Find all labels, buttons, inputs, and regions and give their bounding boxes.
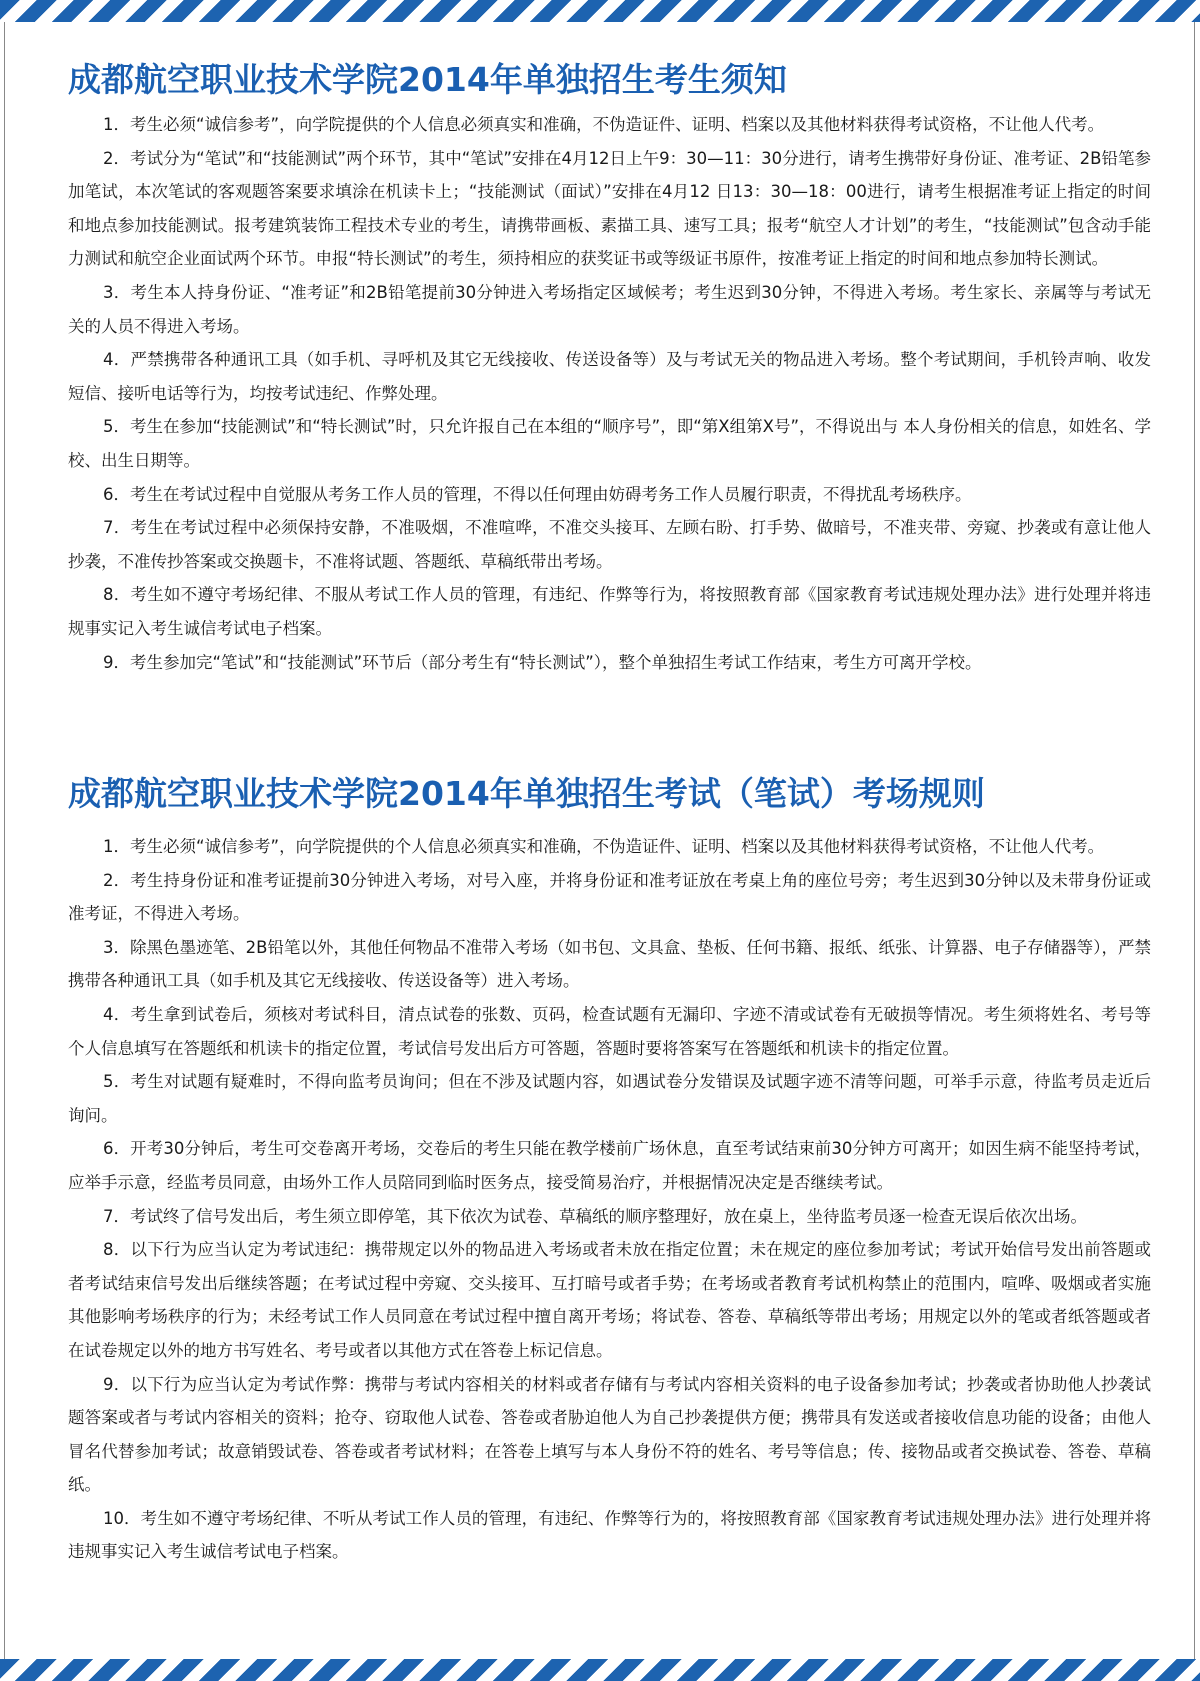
section-rules [68, 772, 1151, 1569]
notice-item: 7．考生在考试过程中必须保持安静，不准吸烟，不准喧哗，不准交头接耳、左顾右盼、打手势、做暗号，不准夹带、旁窥、抄袭或有意让他人抄袭，不准传抄答案或交换题卡，不准将试题、答题纸、草稿纸带出考场。 [68, 518, 1151, 571]
bottom-stripe-border [0, 1659, 1200, 1681]
rule-item: 6．开考30分钟后，考生可交卷离开考场，交卷后的考生只能在教学楼前广场休息，直至考试结束前30分钟方可离开；如因生病不能坚持考试，应举手示意，经监考员同意，由场外工作人员陪同到临时医务点，接受简易治疗，并根据情况决定是否继续考试。 [68, 1139, 1151, 1192]
rule-item: 2．考生持身份证和准考证提前30分钟进入考场，对号入座，并将身份证和准考证放在考桌上角的座位号旁；考生迟到30分钟以及未带身份证或准考证，不得进入考场。 [68, 870, 1151, 924]
section-title-notice: 成都航空职业技术学院2014年单独招生考生须知 [68, 60, 787, 99]
rule-item: 10．考生如不遵守考场纪律、不听从考试工作人员的管理，有违纪、作弊等行为的，将按照教育部《国家教育考试违规处理办法》进行处理并将违规事实记入考生诚信考试电子档案。 [68, 1508, 1151, 1562]
notice-item: 4．严禁携带各种通讯工具（如手机、寻呼机及其它无线接收、传送设备等）及与考试无关的物品进入考场。整个考试期间，手机铃声响、收发短信、接听电话等行为，均按考试违纪、作弊处理。 [68, 350, 1151, 403]
rule-item: 8．以下行为应当认定为考试违纪：携带规定以外的物品进入考场或者未放在指定位置；未在规定的座位参加考试；考试开始信号发出前答题或者考试结束信号发出后继续答题；在考试过程中旁窥、交头接耳、互打暗号或者手势；在考场或者教育考试机构禁止的范围内，喧哗、吸烟或者实施其他影响考场秩序的行为；未经考试工作人员同意在考试过程中擅自离开考场；将试卷、答卷、草稿纸等带出考场；用规定以外的笔或者纸答题或者在试卷规定以外的地方书写姓名、考号或者以其他方式在答卷上标记信息。 [68, 1240, 1151, 1360]
notice-item: 6．考生在考试过程中自觉服从考务工作人员的管理，不得以任何理由妨碍考务工作人员履行职责，不得扰乱考场秩序。 [103, 484, 972, 504]
rule-item: 5．考生对试题有疑难时，不得向监考员询问；但在不涉及试题内容，如遇试卷分发错误及试题字迹不清等问题，可举手示意，待监考员走近后询问。 [68, 1072, 1151, 1125]
notice-items [68, 108, 1151, 679]
left-border-line [4, 22, 5, 1659]
section-title-rules: 成都航空职业技术学院2014年单独招生考试（笔试）考场规则 [68, 774, 985, 813]
rule-item: 3．除黑色墨迹笔、2B铅笔以外，其他任何物品不准带入考场（如书包、文具盒、垫板、任何书籍、报纸、纸张、计算器、电子存储器等），严禁携带各种通讯工具（如手机及其它无线接收、传送设备等）进入考场。 [68, 937, 1151, 991]
notice-item: 8．考生如不遵守考场纪律、不服从考试工作人员的管理，有违纪、作弊等行为，将按照教育部《国家教育考试违规处理办法》进行处理并将违规事实记入考生诚信考试电子档案。 [68, 585, 1151, 638]
rules-items [68, 830, 1151, 1569]
notice-item: 1．考生必须“诚信参考”，向学院提供的个人信息必须真实和准确，不伪造证件、证明、档案以及其他材料获得考试资格，不让他人代考。 [103, 115, 1105, 134]
notice-item: 2．考试分为“笔试”和“技能测试”两个环节，其中“笔试”安排在4月12日上午9：30—11：30分进行，请考生携带好身份证、准考证、2B铅笔参加笔试，本次笔试的客观题答案要求填涂在机读卡上；“技能测试（面试）”安排在4月12 日13：30—18：00进行，请考生根据准考证上指定的时间和地点参加技能测试。报考建筑装饰工程技术专业的考生，请携带画板、素描工具、速写工具；报考“航空人才计划”的考生，“技能测试”包含动手能力测试和航空企业面试两个环节。申报“特长测试”的考生，须持相应的获奖证书或等级证书原件，按准考证上指定的时间和地点参加特长测试。 [68, 148, 1151, 269]
right-border-line [1194, 22, 1195, 1659]
notice-item: 9．考生参加完“笔试”和“技能测试”环节后（部分考生有“特长测试”），整个单独招生考试工作结束，考生方可离开学校。 [103, 652, 982, 672]
notice-item: 5．考生在参加“技能测试”和“特长测试”时，只允许报自己在本组的“顺序号”，即“第X组第X号”，不得说出与 本人身份相关的信息，如姓名、学校、出生日期等。 [68, 417, 1151, 470]
rule-item: 9．以下行为应当认定为考试作弊：携带与考试内容相关的材料或者存储有与考试内容相关资料的电子设备参加考试；抄袭或者协助他人抄袭试题答案或者与考试内容相关的资料；抢夺、窃取他人试卷、答卷或者胁迫他人为自己抄袭提供方便；携带具有发送或者接收信息功能的设备；由他人冒名代替参加考试；故意销毁试卷、答卷或者考试材料；在答卷上填写与本人身份不符的姓名、考号等信息；传、接物品或者交换试卷、答卷、草稿纸。 [68, 1374, 1151, 1495]
top-stripe-border [0, 0, 1200, 22]
rule-item: 4．考生拿到试卷后，须核对考试科目，清点试卷的张数、页码，检查试题有无漏印、字迹不清或试卷有无破损等情况。考生须将姓名、考号等个人信息填写在答题纸和机读卡的指定位置，考试信号发出后方可答题，答题时要将答案写在答题纸和机读卡的指定位置。 [68, 1004, 1151, 1058]
notice-item: 3．考生本人持身份证、“准考证”和2B铅笔提前30分钟进入考场指定区域候考；考生迟到30分钟，不得进入考场。考生家长、亲属等与考试无关的人员不得进入考场。 [68, 282, 1151, 336]
rule-item: 7．考试终了信号发出后，考生须立即停笔，其下依次为试卷、草稿纸的顺序整理好，放在桌上，坐待监考员逐一检查无误后依次出场。 [103, 1206, 1087, 1226]
rule-item: 1．考生必须“诚信参考”，向学院提供的个人信息必须真实和准确，不伪造证件、证明、档案以及其他材料获得考试资格，不让他人代考。 [103, 837, 1105, 856]
section-notice [68, 58, 1151, 679]
